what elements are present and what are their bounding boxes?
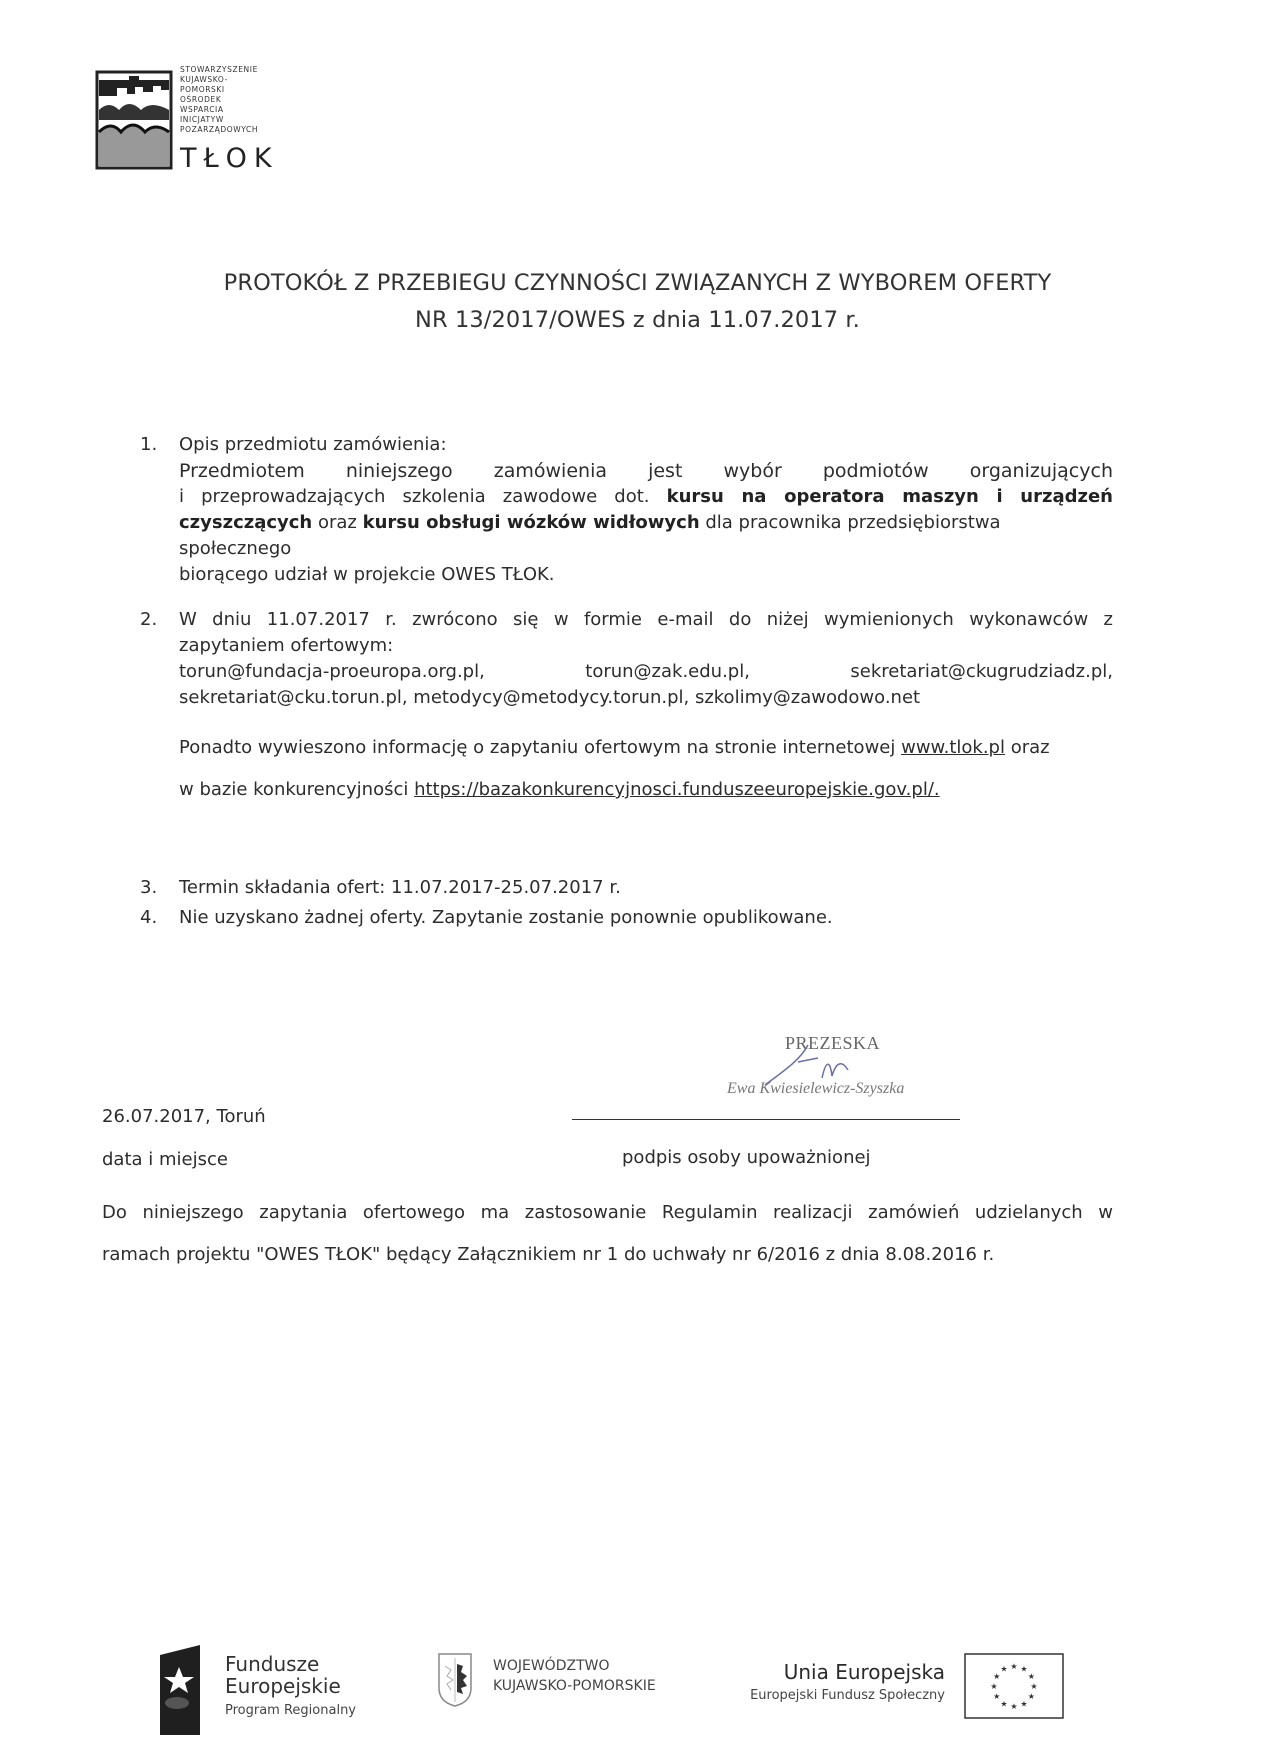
eu-star-icon: ★ — [1020, 1664, 1028, 1674]
text-span: oraz — [312, 512, 363, 533]
fe-star-emblem-icon — [155, 1645, 205, 1735]
item-text-line — [179, 484, 1113, 510]
fe-line3: Program Regionalny — [225, 1703, 356, 1718]
org-line: INICJATYW — [180, 115, 224, 124]
website-link[interactable]: www.tlok.pl — [901, 737, 1005, 758]
stamp-name: Ewa Kwiesielewicz-Szyszka — [727, 1080, 905, 1097]
org-line: OŚRODEK — [180, 95, 222, 104]
text-span: w bazie konkurencyjności — [179, 779, 415, 800]
date-place: 26.07.2017, Toruń — [102, 1106, 266, 1127]
bold-span: czyszczących — [179, 512, 313, 533]
fe-line1: Fundusze — [225, 1652, 320, 1676]
item-text-line — [179, 735, 1113, 761]
email-address: sekretariat@ckugrudziadz.pl, — [850, 661, 1113, 682]
eu-star-icon: ★ — [1010, 1702, 1018, 1711]
tlok-emblem-icon — [95, 70, 173, 170]
signature-label: podpis osoby upoważnionej — [622, 1147, 871, 1168]
org-line: POZARZĄDOWYCH — [180, 125, 259, 134]
item-text-line: W dniu 11.07.2017 r. zwrócono się w formie e-mail do niżej wymienionych wykonawców z — [179, 609, 1113, 630]
bold-span: kursu obsługi wózków widłowych — [362, 512, 700, 533]
item-1 — [179, 432, 1113, 588]
org-name-lines — [180, 65, 258, 135]
eu-star-icon: ★ — [1000, 1699, 1008, 1709]
eu-star-icon: ★ — [1027, 1672, 1035, 1681]
wojewodztwo-logo — [437, 1652, 677, 1722]
eu-line2: Europejski Fundusz Społeczny — [750, 1688, 945, 1703]
org-line: KUJAWSKO- — [180, 75, 228, 84]
item-text-line — [179, 510, 1113, 562]
eu-star-icon: ★ — [1027, 1692, 1035, 1701]
eu-star-icon: ★ — [990, 1682, 998, 1691]
stamp-title: PREZESKA — [785, 1033, 881, 1053]
item-text-line — [179, 777, 1113, 803]
text-span: i przeprowadzających szkolenia zawodowe dot. — [179, 486, 667, 507]
item-2 — [179, 607, 1113, 803]
eu-star-icon: ★ — [993, 1672, 1001, 1681]
email-list-row — [179, 659, 1113, 685]
item-text-line: Przedmiotem niniejszego zamówienia jest wybór podmiotów organizujących — [179, 460, 1113, 482]
item-number: 1. — [140, 434, 158, 455]
item-4-text: Nie uzyskano żadnej oferty. Zapytanie zostanie ponownie opublikowane. — [179, 907, 833, 928]
eu-star-icon: ★ — [1010, 1662, 1018, 1671]
org-line: STOWARZYSZENIE — [180, 65, 258, 74]
date-place-label: data i miejsce — [102, 1149, 228, 1170]
coat-of-arms-icon — [437, 1652, 473, 1708]
org-line: POMORSKI — [180, 85, 225, 94]
document-title-line1: PROTOKÓŁ Z PRZEBIEGU CZYNNOŚCI ZWIĄZANYCH Z WYBOREM OFERTY — [223, 270, 1052, 296]
closing-line2: ramach projektu "OWES TŁOK" będący Załącznikiem nr 1 do uchwały nr 6/2016 z dnia 8.08.2016 r. — [102, 1244, 995, 1265]
eu-flag-icon — [964, 1653, 1064, 1719]
item-number: 2. — [140, 609, 158, 630]
fe-line2: Europejskie — [225, 1674, 341, 1698]
woj-line2: KUJAWSKO-POMORSKIE — [493, 1678, 656, 1694]
email-list-row: sekretariat@cku.torun.pl, metodycy@metodycy.torun.pl, szkolimy@zawodowo.net — [179, 687, 921, 708]
eu-line1: Unia Europejska — [783, 1660, 945, 1684]
item-heading: Opis przedmiotu zamówienia: — [179, 434, 447, 455]
ue-logo-text — [730, 1660, 945, 1720]
text-span: Ponadto wywieszono informację o zapytaniu ofertowym na stronie internetowej — [179, 737, 902, 758]
eu-star-icon: ★ — [993, 1692, 1001, 1701]
eu-star-icon: ★ — [1020, 1699, 1028, 1709]
tlok-logo — [95, 65, 295, 175]
item-text-line: zapytaniem ofertowym: — [179, 635, 394, 656]
baza-konkurencyjnosci-link[interactable]: https://bazakonkurencyjnosci.funduszeeuropejskie.gov.pl/. — [414, 779, 940, 800]
eu-star-icon: ★ — [1030, 1682, 1038, 1691]
org-short-name: TŁOK — [180, 143, 279, 174]
fundusze-europejskie-logo — [155, 1645, 395, 1735]
item-3-text: Termin składania ofert: 11.07.2017-25.07.2017 r. — [179, 877, 621, 898]
document-title-line2: NR 13/2017/OWES z dnia 11.07.2017 r. — [415, 307, 860, 333]
text-span: oraz — [1004, 737, 1050, 758]
item-number: 3. — [140, 877, 158, 898]
bold-span: kursu na operatora maszyn i urządzeń — [666, 486, 1113, 507]
item-number: 4. — [140, 907, 158, 928]
signature-line — [572, 1119, 960, 1120]
org-line: WSPARCIA — [180, 105, 224, 114]
eu-star-icon: ★ — [1000, 1664, 1008, 1674]
closing-line1: Do niniejszego zapytania ofertowego ma zastosowanie Regulamin realizacji zamówień udzielanych w — [102, 1202, 1113, 1223]
woj-line1: WOJEWÓDZTWO — [493, 1658, 610, 1674]
item-text-line: biorącego udział w projekcie OWES TŁOK. — [179, 564, 555, 585]
email-address: torun@fundacja-proeuropa.org.pl, — [179, 661, 485, 682]
email-address: torun@zak.edu.pl, — [585, 661, 750, 682]
text-span: dla pracownika przedsiębiorstwa społecznego — [179, 512, 1001, 559]
